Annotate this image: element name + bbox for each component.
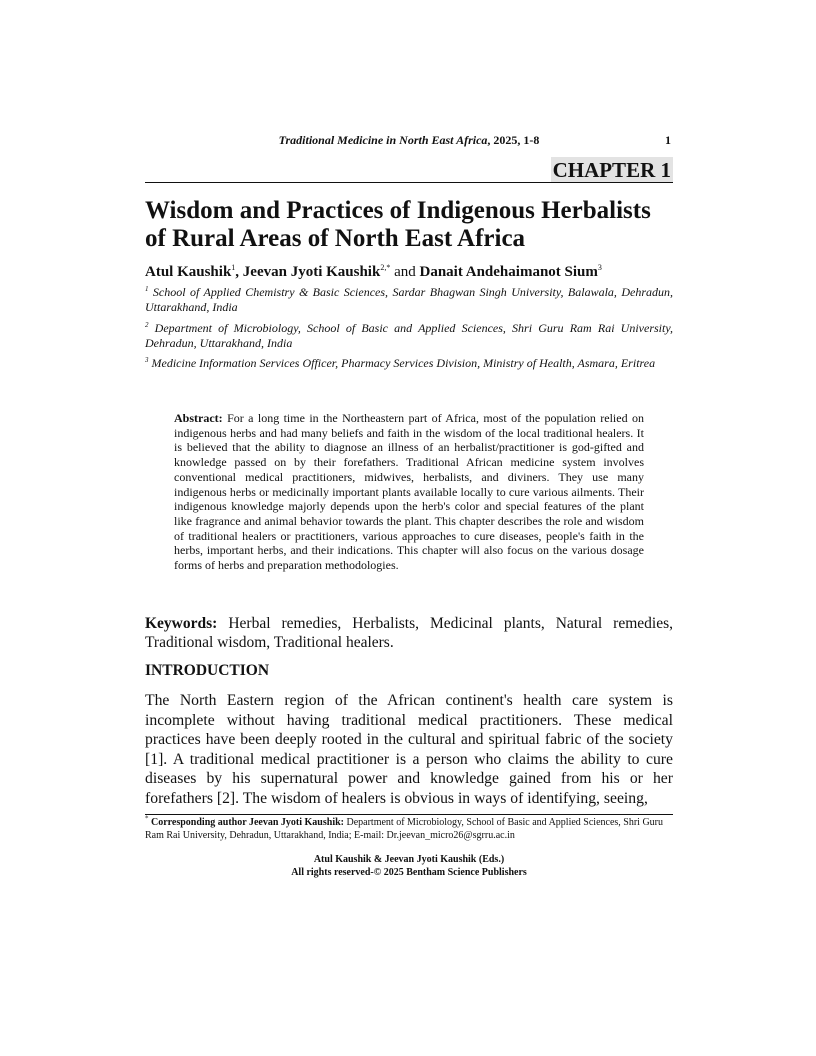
abstract: [174, 411, 644, 573]
author-name: Atul Kaushik: [145, 264, 232, 280]
affiliation: $^1$ School of Applied Chemistry & Basic Sciences, Sardar Bhagwan Singh University, Balawala, Dehradun, Uttarakhand, India: [145, 285, 673, 314]
author-name: Danait Andehaimanot Sium: [419, 264, 598, 280]
page-number: 1: [665, 133, 671, 147]
section-heading: INTRODUCTION: [145, 662, 270, 679]
chapter-label: CHAPTER 1: [552, 158, 671, 182]
copyright-notice: Atul Kaushik & Jeevan Jyoti Kaushik (Eds.) All rights reserved-© 2025 Bentham Science Publishers: [291, 854, 527, 878]
footnote: * Corresponding author Jeevan Jyoti Kaushik: Department of Microbiology, School of Basic and Applied Sciences, Shri Guru Ram Rai University, Dehradun, Uttarakhand, India; E-mail: Dr.jeevan_micro26@sgrru.ac.in: [145, 814, 664, 841]
abstract-text: For a long time in the Northeastern part of Africa, most of the population relied on indigenous herbs and had many beliefs and faith in the wisdom of the local traditional healers. It is believed that the ability to diagnose an illness of an herbalist/practitioner is god-gifted and knowledge passed on by their forefathers. Traditional African medicine system involves conventional medical practitioners, midwives, herbalists, and diviners. They use many indigenous herbs or medicinally important plants available locally to cure various ailments. Their indigenous knowledge majorly depends upon the herb's color and special features of the plant like fragrance and animal behavior towards the plant. This chapter describes the role and wisdom of traditional healers or practitioners, various approaches to cure diseases, people's faith in the herbs, important herbs, and their indications. This chapter will also focus on the various dosage forms of herbs and preparation methodologies.: [174, 411, 644, 573]
journal-citation: Traditional Medicine in North East Africa, 2025, 1-8: [278, 133, 540, 147]
footnote-divider: [145, 814, 673, 815]
affiliation: $^2$ Department of Microbiology, School of Basic and Applied Sciences, Shri Guru Ram Rai University, Dehradun, Uttarakhand, India: [145, 321, 674, 350]
keywords: Keywords: Herbal remedies, Herbalists, Medicinal plants, Natural remedies, Traditional wisdom, Traditional healers.: [145, 615, 673, 651]
affiliation: $^3$ Medicine Information Services Officer, Pharmacy Services Division, Ministry of Health, Asmara, Eritrea: [145, 356, 656, 370]
chapter-divider: [145, 182, 673, 183]
author-list: Atul Kaushik$^1$, Jeevan Jyoti Kaushik$^{2,*}$ and Danait Andehaimanot Sium$^3$: [145, 263, 602, 280]
abstract-label: Abstract:: [174, 411, 223, 425]
author-name: Jeevan Jyoti Kaushik: [242, 264, 381, 280]
body-paragraph: The North Eastern region of the African continent's health care system is incomplete without having traditional medical practitioners. These medical practices have been deeply rooted in the cultural and spiritual fabric of the society [1]. A traditional medical practitioner is a person who claims the ability to cure diseases by his supernatural power and knowledge gained from his or her forefathers [2]. The wisdom of healers is obvious in ways of identifying, seeing,: [145, 692, 673, 807]
keywords-label: Keywords:: [145, 615, 218, 632]
chapter-title: Wisdom and Practices of Indigenous Herbalists of Rural Areas of North East Africa: [145, 197, 651, 252]
